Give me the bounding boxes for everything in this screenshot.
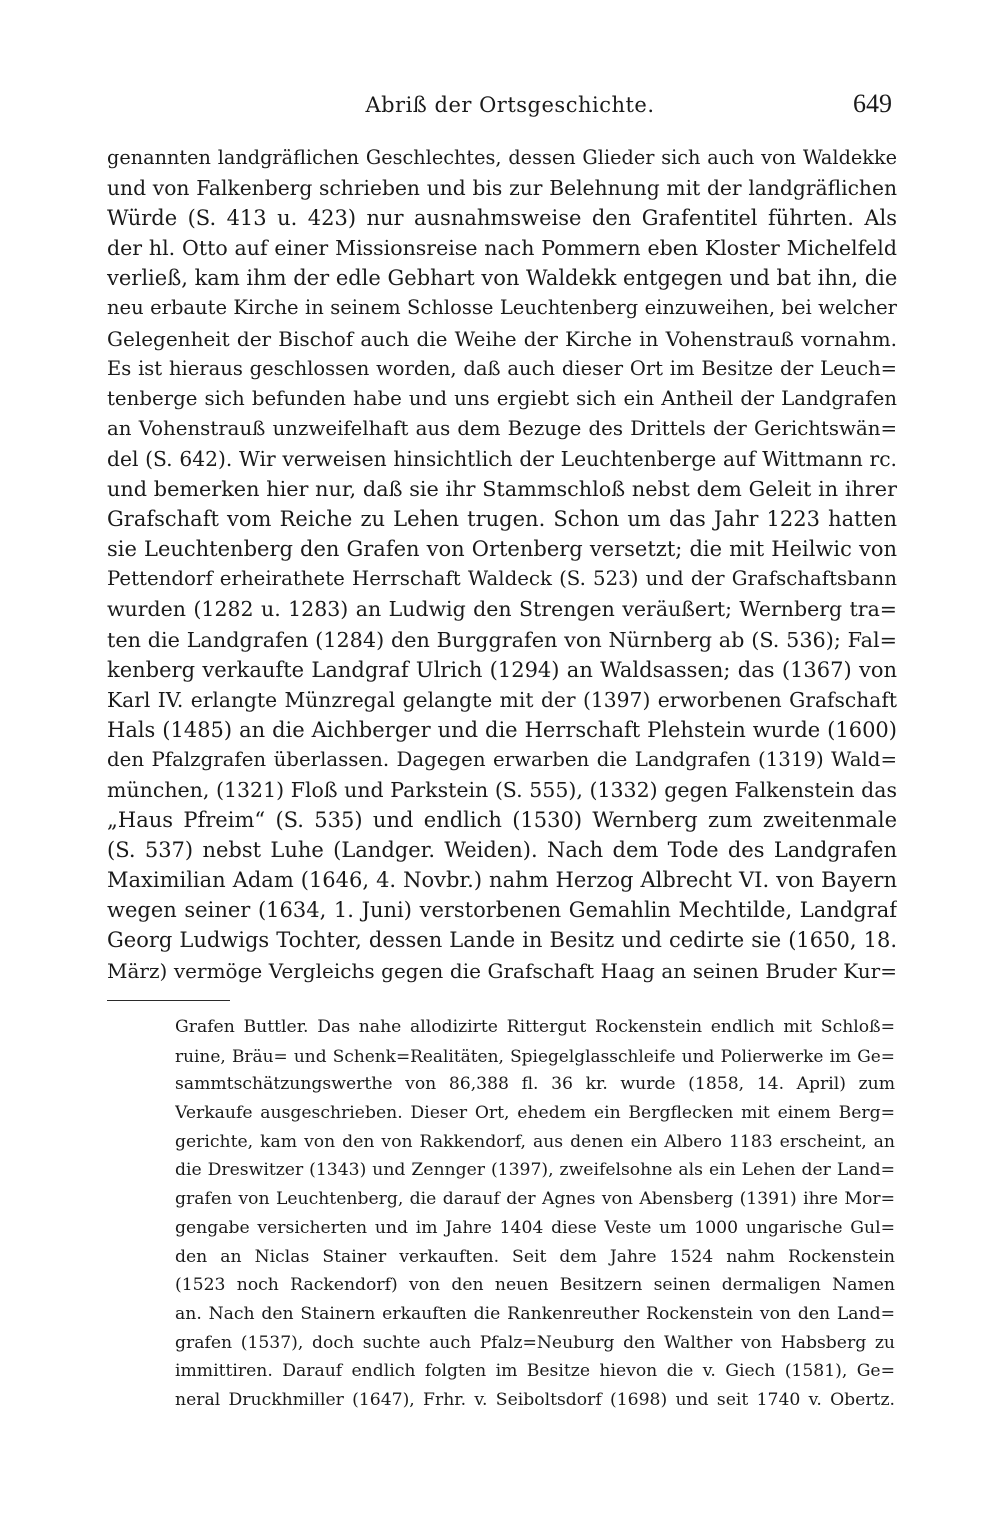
footnote xyxy=(175,1013,895,1415)
footnote-text-line: den an Niclas Stainer verkauften. Seit dem Jahre 1524 nahm Rockenstein xyxy=(175,1246,895,1267)
footnote-text-line: ruine, Bräu= und Schenk=Realitäten, Spiegelglasschleife und Polierwerke im Ge= xyxy=(175,1045,895,1066)
footnote-separator-rule xyxy=(107,1000,230,1001)
footnote-text-line: neral Druckhmiller (1647), Frhr. v. Seiboltsdorf (1698) und seit 1740 v. Obertz. xyxy=(175,1389,895,1410)
footnote-text-line: grafen (1537), doch suchte auch Pfalz=Neuburg den Walther von Habsberg zu xyxy=(175,1332,895,1353)
footnote-text-line: sammtschätzungswerthe von 86,388 fl. 36 kr. wurde (1858, 14. April) zum xyxy=(175,1074,895,1095)
running-title: Abriß der Ortsgeschichte. xyxy=(365,93,655,117)
body-text-line: Georg Ludwigs Tochter, dessen Lande in Besitz und cedirte sie (1650, 18. xyxy=(107,928,897,953)
footnote-text-line: (1523 noch Rackendorf) von den neuen Besitzern seinen dermaligen Namen xyxy=(175,1275,895,1296)
footnote-text-line: an. Nach den Stainern erkauften die Rankenreuther Rockenstein von den Land= xyxy=(175,1303,895,1324)
body-text-line: neu erbaute Kirche in seinem Schlosse Leuchtenberg einzuweihen, bei welcher xyxy=(107,296,897,320)
body-text-line: März) vermöge Vergleichs gegen die Grafschaft Haag an seinen Bruder Kur= xyxy=(107,958,897,983)
body-text-line: wegen seiner (1634, 1. Juni) verstorbenen Gemahlin Mechtilde, Landgraf xyxy=(107,898,897,923)
body-text-line: den Pfalzgrafen überlassen. Dagegen erwarben die Landgrafen (1319) Wald= xyxy=(107,747,897,771)
body-text-line: der hl. Otto auf einer Missionsreise nach Pommern eben Kloster Michelfeld xyxy=(107,236,897,261)
footnote-text-line: gengabe versicherten und im Jahre 1404 diese Veste um 1000 ungarische Gul= xyxy=(175,1217,895,1238)
body-text-line: wurden (1282 u. 1283) an Ludwig den Strengen veräußert; Wernberg tra= xyxy=(107,597,897,622)
footnote-text-line: Grafen Buttler. Das nahe allodizirte Rittergut Rockenstein endlich mit Schloß= xyxy=(175,1017,895,1037)
body-text-line: und von Falkenberg schrieben und bis zur Belehnung mit der landgräflichen xyxy=(107,176,897,201)
body-text-line: Grafschaft vom Reiche zu Lehen trugen. Schon um das Jahr 1223 hatten xyxy=(107,507,897,532)
body-text-line: Gelegenheit der Bischof auch die Weihe der Kirche in Vohenstrauß vornahm. xyxy=(107,326,897,351)
footnote-text-line: Verkaufe ausgeschrieben. Dieser Ort, ehedem ein Bergflecken mit einem Berg= xyxy=(175,1103,895,1124)
body-text-line: (S. 537) nebst Luhe (Landger. Weiden). Nach dem Tode des Landgrafen xyxy=(107,838,897,863)
body-text-line: Maximilian Adam (1646, 4. Novbr.) nahm Herzog Albrecht VI. von Bayern xyxy=(107,868,897,893)
body-text-line: verließ, kam ihm der edle Gebhart von Waldekk entgegen und bat ihn, die xyxy=(107,266,897,291)
body-text-line: sie Leuchtenberg den Grafen von Ortenberg versetzt; die mit Heilwic von xyxy=(107,537,897,562)
footnote-text-line: gerichte, kam von den von Rakkendorf, aus denen ein Albero 1183 erscheint, an xyxy=(175,1131,895,1152)
body-text-line: Es ist hieraus geschlossen worden, daß auch dieser Ort im Besitze der Leuch= xyxy=(107,356,897,380)
body-text-line: münchen, (1321) Floß und Parkstein (S. 555), (1332) gegen Falkenstein das xyxy=(107,777,897,802)
body-text-line: Pettendorf erheirathete Herrschaft Waldeck (S. 523) und der Grafschaftsbann xyxy=(107,567,897,591)
body-text-line: ten die Landgrafen (1284) den Burggrafen von Nürnberg ab (S. 536); Fal= xyxy=(107,627,897,652)
body-text-line: kenberg verkaufte Landgraf Ulrich (1294) an Waldsassen; das (1367) von xyxy=(107,657,897,682)
body-text-line: Karl IV. erlangte Münzregal gelangte mit der (1397) erworbenen Grafschaft xyxy=(107,687,897,712)
body-text-line: an Vohenstrauß unzweifelhaft aus dem Bezuge des Drittels der Gerichtswän= xyxy=(107,416,897,440)
body-text-line: Hals (1485) an die Aichberger und die Herrschaft Plehstein wurde (1600) xyxy=(107,717,897,742)
footnote-text-line: grafen von Leuchtenberg, die darauf der Agnes von Abensberg (1391) ihre Mor= xyxy=(175,1189,895,1210)
page-number: 649 xyxy=(853,89,892,118)
running-head xyxy=(0,89,1000,129)
body-text-line: del (S. 642). Wir verweisen hinsichtlich der Leuchtenberge auf Wittmann rc. xyxy=(107,446,897,471)
main-text xyxy=(107,143,897,986)
body-text-line: und bemerken hier nur, daß sie ihr Stammschloß nebst dem Geleit in ihrer xyxy=(107,477,897,502)
body-text-line: Würde (S. 413 u. 423) nur ausnahmsweise den Grafentitel führten. Als xyxy=(107,206,897,231)
footnote-text-line: die Dreswitzer (1343) und Zennger (1397), zweifelsohne als ein Lehen der Land= xyxy=(175,1160,895,1181)
body-text-line: genannten landgräflichen Geschlechtes, dessen Glieder sich auch von Waldekke xyxy=(107,146,897,169)
body-text-line: „Haus Pfreim“ (S. 535) und endlich (1530) Wernberg zum zweitenmale xyxy=(107,808,897,833)
footnote-text-line: immittiren. Darauf endlich folgten im Besitze hievon die v. Giech (1581), Ge= xyxy=(175,1361,895,1382)
body-text-line: tenberge sich befunden habe und uns ergiebt sich ein Antheil der Landgrafen xyxy=(107,386,897,410)
